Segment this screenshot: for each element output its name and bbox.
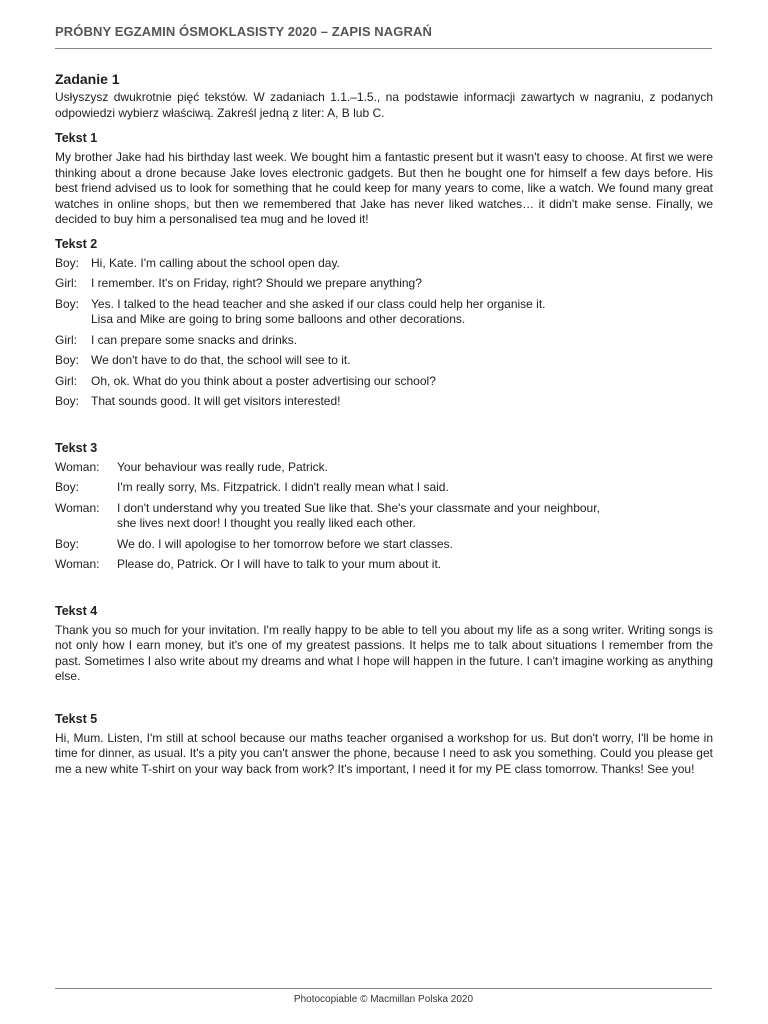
task-title: Zadanie 1: [55, 71, 120, 87]
speaker-label: Boy:: [55, 255, 80, 270]
speaker-label: Boy:: [55, 353, 80, 367]
dialogue-text: [117, 501, 713, 532]
page-header-title: PRÓBNY EGZAMIN ÓSMOKLASISTY 2020 – ZAPIS NAGRAŃ: [55, 24, 432, 39]
dialogue-text-line: I don't understand why you treated Sue like that. She's your classmate and your neighbour,: [117, 500, 600, 515]
dialogue-line: [55, 480, 713, 496]
text4-title: Tekst 4: [55, 603, 98, 618]
dialogue-text-line: Lisa and Mike are going to bring some balloons and other decorations.: [91, 312, 466, 326]
speaker-label: Girl:: [55, 276, 77, 290]
header-divider: [55, 48, 712, 49]
dialogue-line: [55, 460, 713, 476]
dialogue-text: Please do, Patrick. Or I will have to talk to your mum about it.: [117, 557, 442, 571]
speaker-label: Girl:: [55, 332, 77, 347]
speaker-label: Woman:: [55, 459, 100, 474]
dialogue-text: Hi, Kate. I'm calling about the school open day.: [91, 255, 340, 270]
text5-body: Hi, Mum. Listen, I'm still at school because our maths teacher organised a workshop for us. But don't worry, I'll be home in time for dinner, as usual. It's a pity you can't answer the phone, because I need to ask you something. Could you please get me a new white T-shirt on your way back from work? It's important, I need it for my PE class tomorrow. Thanks! See you!: [55, 730, 713, 776]
dialogue-line: [55, 333, 713, 349]
dialogue-line: [55, 394, 713, 410]
text3-title: Tekst 3: [55, 440, 98, 455]
dialogue-line: [55, 353, 713, 369]
text2-title: Tekst 2: [55, 236, 98, 251]
dialogue-text: I can prepare some snacks and drinks.: [91, 332, 298, 347]
dialogue-text: I'm really sorry, Ms. Fitzpatrick. I didn't really mean what I said.: [117, 480, 449, 494]
footer-divider: [55, 988, 712, 989]
speaker-label: Woman:: [55, 557, 100, 571]
text3-dialogue: [55, 460, 713, 573]
document-content: [55, 70, 713, 777]
speaker-label: Boy:: [55, 536, 80, 551]
speaker-label: Girl:: [55, 373, 77, 388]
speaker-label: Boy:: [55, 480, 80, 494]
dialogue-line: [55, 557, 713, 573]
dialogue-text: [91, 297, 713, 328]
dialogue-text: I remember. It's on Friday, right? Should we prepare anything?: [91, 276, 422, 290]
text4-body: Thank you so much for your invitation. I'm really happy to be able to tell you about my life as a song writer. Writing songs is not only how I earn money, but it's one of my greatest passions. It helps me to talk about situations I remember from the past. Sometimes I also write about my dreams and what I hope will happen in the future. I can't imagine working as anything else.: [55, 622, 713, 683]
text1-body: My brother Jake had his birthday last week. We bought him a fantastic present but it wasn't easy to choose. At first we were thinking about a drone because Jake loves electronic gadgets. But then he bought one for himself a few days before. His best friend advised us to look for something that he could keep for many years to come, like a watch. We found many great watches in online shops, but then we remembered that Jake has never liked watches… it didn't make sense. Finally, we decided to buy him a personalised tea mug and he loved it!: [55, 150, 713, 226]
dialogue-text: Oh, ok. What do you think about a poster advertising our school?: [91, 373, 436, 388]
speaker-label: Boy:: [55, 394, 80, 408]
dialogue-text-line: she lives next door! I thought you really liked each other.: [117, 516, 416, 530]
dialogue-text: That sounds good. It will get visitors interested!: [91, 394, 341, 408]
dialogue-text-line: Yes. I talked to the head teacher and she asked if our class could help her organise it.: [91, 296, 546, 311]
dialogue-line: [55, 256, 713, 272]
text1-title: Tekst 1: [55, 131, 98, 145]
footer-copyright: Photocopiable © Macmillan Polska 2020: [293, 994, 474, 1005]
speaker-label: Woman:: [55, 500, 100, 515]
dialogue-text: Your behaviour was really rude, Patrick.: [117, 459, 328, 474]
dialogue-line: [55, 276, 713, 292]
task-instruction: Usłyszysz dwukrotnie pięć tekstów. W zadaniach 1.1.–1.5., na podstawie informacji zawartych w nagraniu, z podanych odpowiedzi wybierz właściwą. Zakreśl jedną z liter: A, B lub C.: [55, 90, 713, 120]
dialogue-line: [55, 501, 713, 532]
text5-title: Tekst 5: [55, 711, 98, 726]
dialogue-line: [55, 537, 713, 553]
speaker-label: Boy:: [55, 296, 80, 311]
text2-dialogue: [55, 256, 713, 410]
dialogue-line: [55, 297, 713, 328]
dialogue-text: We do. I will apologise to her tomorrow before we start classes.: [117, 536, 453, 551]
dialogue-line: [55, 374, 713, 390]
dialogue-text: We don't have to do that, the school will see to it.: [91, 353, 351, 367]
